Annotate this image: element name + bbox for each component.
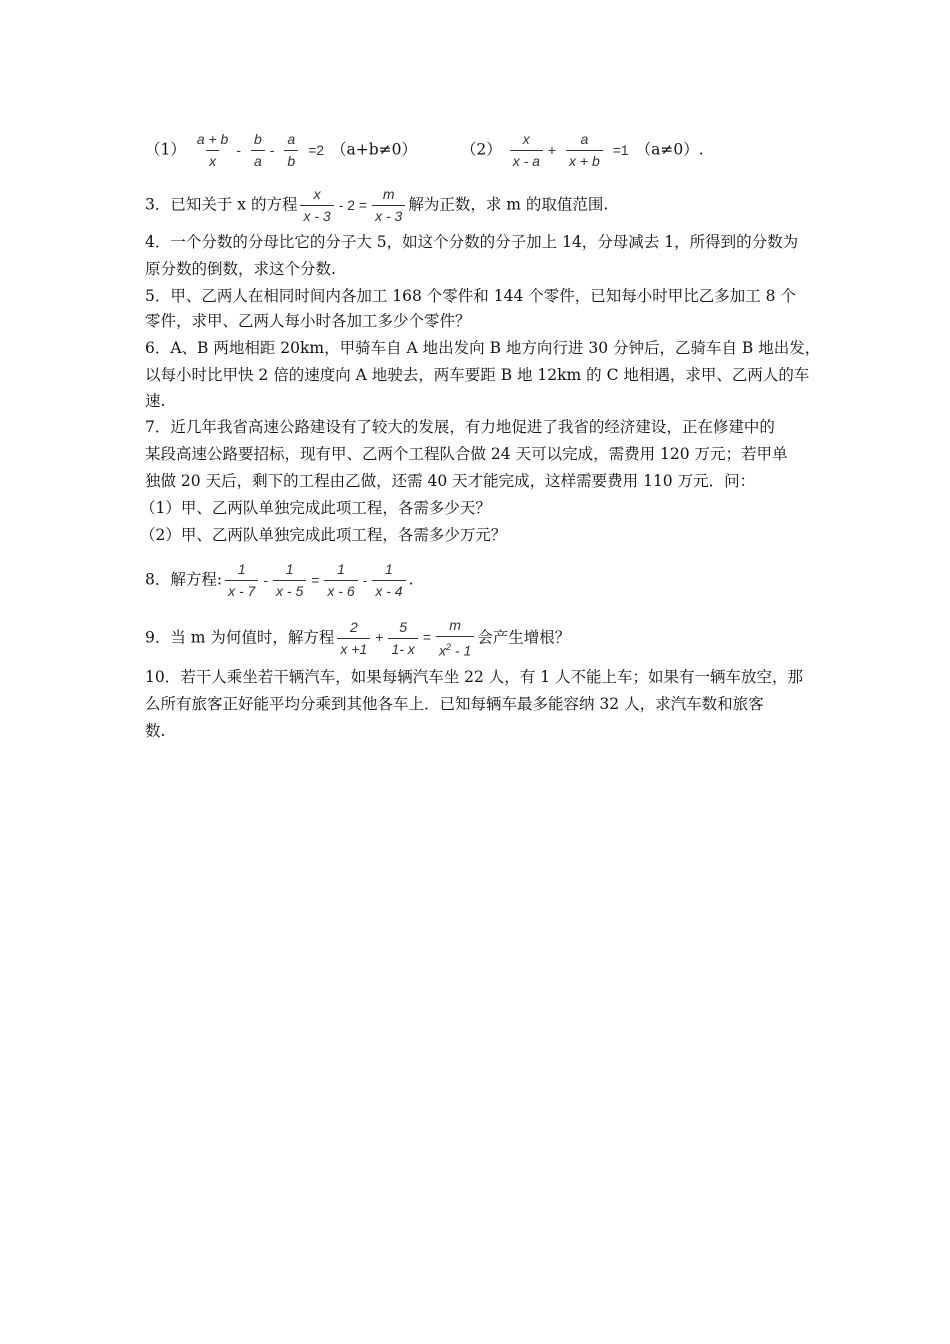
q2-p1-fraction-2: $\frac{b}{a}$ bbox=[251, 131, 265, 170]
q3-suffix: 解为正数，求 m 的取值范围. bbox=[408, 195, 609, 214]
q9-fraction-3: $\frac{m}{x^2 - 1}$ bbox=[436, 617, 474, 660]
q3-prefix: 3．已知关于 x 的方程 bbox=[145, 195, 298, 214]
q8-fraction-2: $\frac{1}{x - 5}$ bbox=[273, 561, 306, 600]
q5-line-1: 5．甲、乙两人在相同时间内各加工 168 个零件和 144 个零件，已知每小时甲比乙多加工 8 个 bbox=[145, 287, 796, 305]
q6-line-3: 速. bbox=[145, 392, 166, 410]
q5-line-2: 零件，求甲、乙两人每小时各加工多少个零件？ bbox=[145, 312, 471, 330]
q2-p2-fraction-2: $\frac{a}{x + b}$ bbox=[566, 131, 603, 170]
q2-p1-fraction-3: $\frac{a}{b}$ bbox=[284, 131, 298, 170]
q9-fraction-2: $\frac{5}{1- x}$ bbox=[388, 619, 417, 658]
q2-part1-label: （1） bbox=[145, 140, 186, 159]
q4-line-1: 4．一个分数的分母比它的分子大 5，如这个分数的分子加上 14，分母减去 1，所得到的分数为 bbox=[145, 233, 799, 251]
q9-prefix: 9．当 m 为何值时，解方程 bbox=[145, 628, 335, 647]
q10-line-1: 10．若干人乘坐若干辆汽车，如果每辆汽车坐 22 人，有 1 人不能上车；如果有一辆车放空，那 bbox=[145, 668, 804, 686]
q7-sub-question-1: （1）甲、乙两队单独完成此项工程，各需多少天？ bbox=[140, 499, 491, 517]
q10-line-3: 数. bbox=[145, 722, 166, 740]
q8-fraction-1: $\frac{1}{x - 7}$ bbox=[225, 561, 258, 600]
q2-p2-rhs: =1 bbox=[612, 141, 629, 158]
q6-line-2: 以每小时比甲快 2 倍的速度向 A 地驶去，两车要距 B 地 12km 的 C 地相遇，求甲、乙两人的车 bbox=[145, 366, 810, 384]
q3-fraction-1: $\frac{x}{x - 3}$ bbox=[300, 186, 333, 225]
question-3 bbox=[145, 186, 608, 225]
q8-fraction-4: $\frac{1}{x - 4}$ bbox=[372, 561, 405, 600]
q6-line-1: 6．A、B 两地相距 20km，甲骑车自 A 地出发向 B 地方向行进 30 分钟后，乙骑车自 B 地出发， bbox=[145, 339, 821, 357]
q7-line-3: 独做 20 天后，剩下的工程由乙做，还需 40 天才能完成，这样需要费用 110 万元．问： bbox=[145, 472, 756, 490]
q2-p1-condition: （a+b≠0） bbox=[331, 140, 417, 159]
q7-line-2: 某段高速公路要招标，现有甲、乙两个工程队合做 24 天可以完成，需费用 120 万元；若甲单 bbox=[145, 445, 788, 463]
q4-line-2: 原分数的倒数，求这个分数. bbox=[145, 260, 336, 278]
q2-equations: （1） $\frac{a + b}{x}$ - $\frac{b}{a}$ - $\frac{a}{b}$ =2 （a+b≠0） （2） $\frac{x}{x - a}$ + $\frac{a}{x + b}$ =1 （a≠0）. bbox=[145, 131, 704, 169]
q9-fraction-1: $\frac{2}{x +1}$ bbox=[337, 619, 370, 658]
q3-fraction-2: $\frac{m}{x - 3}$ bbox=[372, 186, 405, 225]
q8-end: . bbox=[408, 570, 414, 589]
q2-p2-condition: （a≠0）. bbox=[635, 140, 704, 159]
q9-suffix: 会产生增根？ bbox=[477, 628, 571, 647]
q8-fraction-3: $\frac{1}{x - 6}$ bbox=[324, 561, 357, 600]
q3-mid: - 2 = bbox=[338, 196, 368, 213]
q2-p1-fraction-1: $\frac{a + b}{x}$ bbox=[196, 131, 229, 169]
q8-prefix: 8．解方程: bbox=[145, 570, 223, 589]
q10-line-2: 么所有旅客正好能平均分乘到其他各车上．已知每辆车最多能容纳 32 人，求汽车数和旅客 bbox=[145, 695, 764, 713]
q7-sub-question-2: （2）甲、乙两队单独完成此项工程，各需多少万元？ bbox=[140, 526, 507, 544]
q7-line-1: 7．近几年我省高速公路建设有了较大的发展，有力地促进了我省的经济建设，正在修建中的 bbox=[145, 418, 775, 436]
q2-p2-fraction-1: $\frac{x}{x - a}$ bbox=[510, 131, 543, 170]
q2-part2-label: （2） bbox=[460, 140, 502, 159]
question-9: 9．当 m 为何值时，解方程 $\frac{2}{x +1}$ + $\frac{5}{1- x}$ = $\frac{m}{x^2 - 1}$ 会产生增根？ bbox=[145, 617, 571, 659]
q2-p1-rhs: =2 bbox=[308, 141, 325, 158]
question-8: 8．解方程: $\frac{1}{x - 7}$ - $\frac{1}{x - 5}$ = $\frac{1}{x - 6}$ - $\frac{1}{x - 4}$ . bbox=[145, 561, 414, 599]
